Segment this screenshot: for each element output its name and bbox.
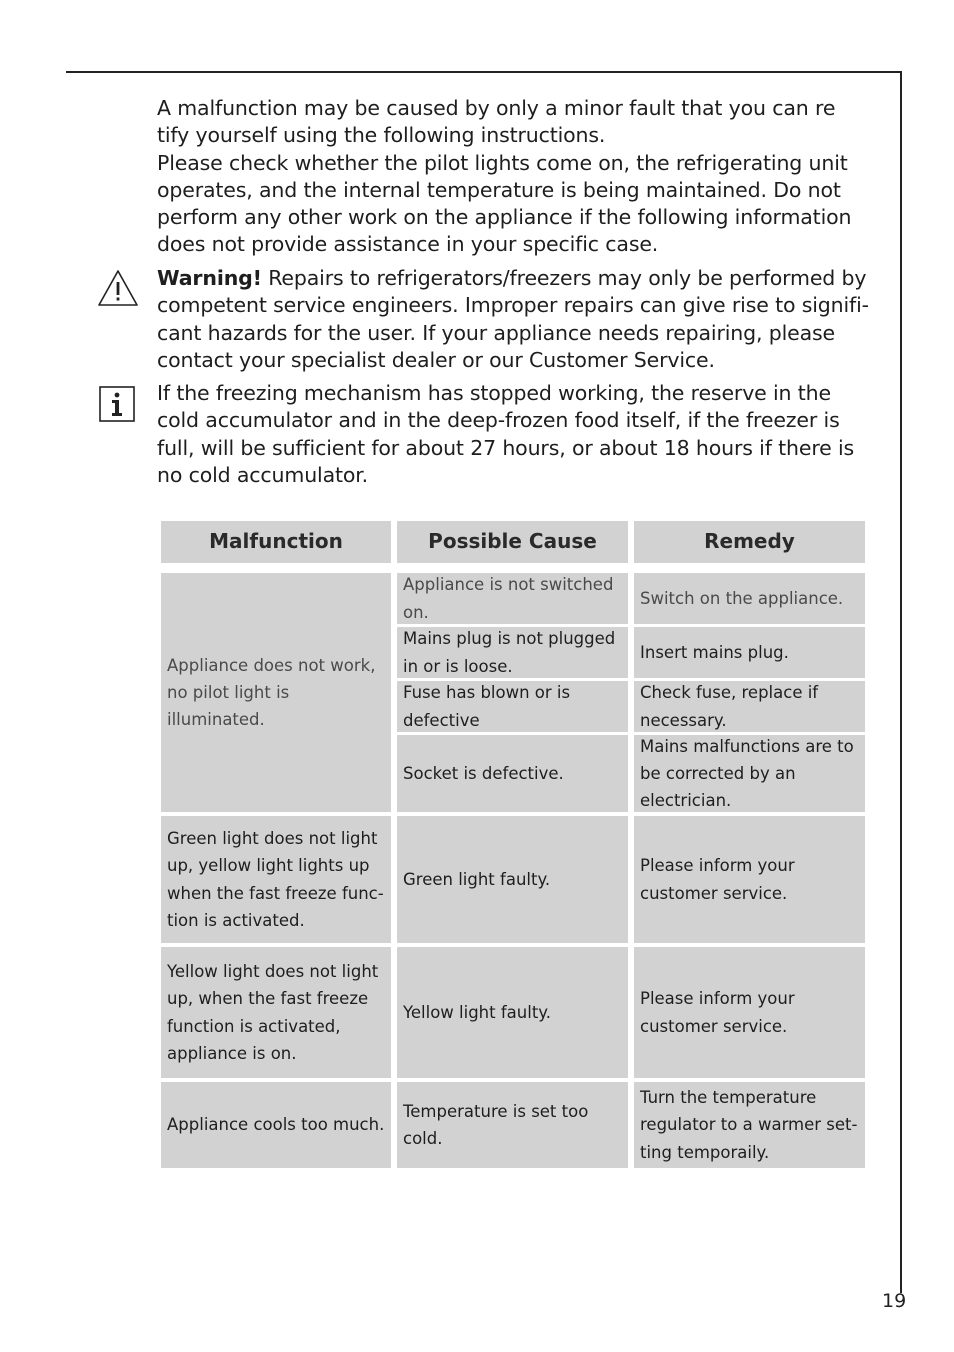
remedy-cell: Mains malfunctions are to be corrected by an electrician. [634,735,865,812]
cause-cell: Appliance is not switched on. [397,573,628,624]
malfunction-cell: Yellow light does not light up, when the fast freeze function is activated, appliance is on. [161,947,391,1078]
right-rule [900,71,902,1293]
cause-cell: Mains plug is not plugged in or is loose. [397,627,628,678]
header-malfunction: Malfunction [161,521,391,563]
malfunction-cell: Green light does not light up, yellow light lights up when the fast freeze func-tion is activated. [161,816,391,943]
header-remedy: Remedy [634,521,865,563]
info-icon [99,386,135,422]
warning-icon [96,268,140,308]
remedy-cell: Check fuse, replace if necessary. [634,681,865,732]
info-text [157,380,869,489]
malfunction-cell: Appliance does not work, no pilot light is illuminated. [161,573,391,812]
remedy-cell: Please inform your customer service. [634,816,865,943]
header-possible-cause: Possible Cause [397,521,628,563]
cause-cell: Fuse has blown or is defective [397,681,628,732]
remedy-cell: Turn the temperature regulator to a warmer set-ting temporaily. [634,1082,865,1168]
page-number: 19 [882,1290,907,1312]
top-rule [66,71,902,73]
remedy-cell: Insert mains plug. [634,627,865,678]
warning-body: Repairs to refrigerators/freezers may only be performed by competent service engineers. Improper repairs can give rise to signifi-cant hazards for the user. If your appliance needs repairing, please contact your specialist dealer or our Customer Service. [157,266,869,372]
cause-cell: Green light faulty. [397,816,628,943]
cause-cell: Socket is defective. [397,735,628,812]
cause-cell: Temperature is set too cold. [397,1082,628,1168]
remedy-cell: Please inform your customer service. [634,947,865,1078]
warning-label: Warning! [157,266,262,290]
intro-line-2: Please check whether the pilot lights come on, the refrigerating unit operates, and the internal temperature is being maintained. Do not perform any other work on the appliance if the following information does not provide assistance in your specific case. [157,150,852,257]
cause-cell: Yellow light faulty. [397,947,628,1078]
intro-line-1: A malfunction may be caused by only a minor fault that you can re tify yourself using the following instructions. [157,96,836,148]
intro-text [157,95,869,259]
remedy-cell: Switch on the appliance. [634,573,865,624]
warning-text [157,265,869,374]
malfunction-cell: Appliance cools too much. [161,1082,391,1168]
info-body: If the freezing mechanism has stopped working, the reserve in the cold accumulator and in the deep-frozen food itself, if the freezer is full, will be sufficient for about 27 hours, or about 18 hours if there is no cold accumulator. [157,381,855,487]
